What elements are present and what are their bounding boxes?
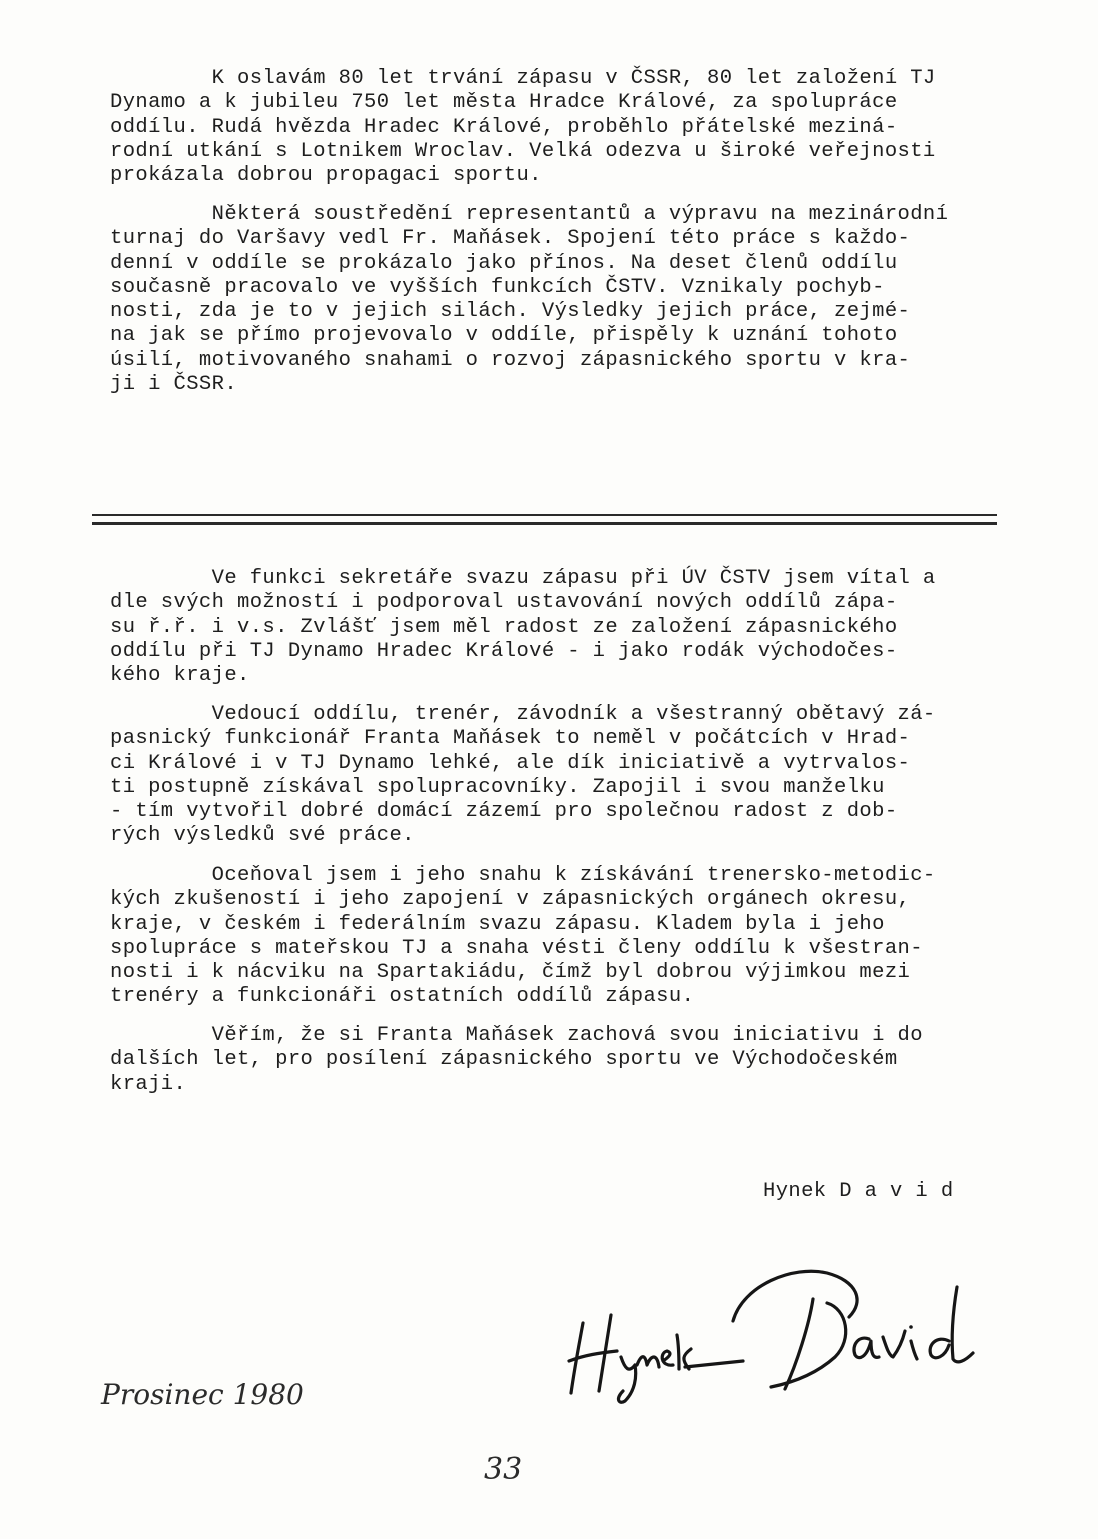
paragraph-appreciation: Oceňoval jsem i jeho snahu k získávání trenersko-metodic- kých zkušeností i jeho zapojení v zápasnických orgánech okresu, kraje, v českém i federálním svazu zápasu. Kladem byla i jeho spolupráce s mateřskou TJ a snaha vésti členy oddílu k všestran- nosti i k nácviku na Spartakiádu, čímž byl dobrou výjimkou mezi trenéry a funkcionáři ostatních oddílů zápasu. <box>110 864 936 1009</box>
paragraph-closing-wish: Věřím, že si Franta Maňásek zachová svou iniciativu i do dalších let, pro posílení zápasnického sportu ve Východočeském kraji. <box>110 1024 923 1096</box>
signature-typed-name: Hynek D a v i d <box>763 1180 954 1203</box>
divider-line-bottom <box>92 522 997 525</box>
handwritten-signature <box>565 1265 1000 1405</box>
divider-line-top <box>92 514 997 516</box>
paragraph-anniversary-match: K oslavám 80 let trvání zápasu v ČSSR, 80 let založení TJ Dynamo a k jubileu 750 let města Hradce Králové, za spolupráce oddílu. Rudá hvězda Hradec Králové, proběhlo přátelské meziná- rodní utkání s Lotnikem Wroclav. Velká odezva u široké veřejnosti prokázala dobrou propagaci sportu. <box>110 67 936 188</box>
paragraph-secretary: Ve funkci sekretáře svazu zápasu při ÚV ČSTV jsem vítal a dle svých možností i podporoval ustavování nových oddílů zápa- su ř.ř. i v.s. Zvlášť jsem měl radost ze založení zápasnického oddílu při TJ Dynamo Hradec Králové - i jako rodák východočes- kého kraje. <box>110 567 936 688</box>
paragraph-leader: Vedoucí oddílu, trenér, závodník a všestranný obětavý zá- pasnický funkcionář Franta Maňásek to neměl v počátcích v Hrad- ci Králové i v TJ Dynamo lehké, ale dík iniciativě a vytrvalos- ti postupně získával spolupracovníky. Zapojil i svou manželku - tím vytvořil dobré domácí zázemí pro společnou radost z dob- rých výsledků své práce. <box>110 703 936 848</box>
paragraph-representatives: Některá soustředění representantů a výpravu na mezinárodní turnaj do Varšavy vedl Fr. Maňásek. Spojení této práce s každo- denní v oddíle se prokázalo jako přínos. Na deset členů oddílu současně pracovalo ve vyšších funkcích ČSTV. Vznikaly pochyb- nosti, zda je to v jejich silách. Výsledky jejich práce, zejmé- na jak se přímo projevovalo v oddíle, přispěly k uznání tohoto úsilí, motivovaného snahami o rozvoj zápasnického sportu v kra- ji i ČSSR. <box>110 203 949 397</box>
signature-icon <box>565 1265 1000 1405</box>
page-number: 33 <box>484 1452 523 1487</box>
date-line: Prosinec 1980 <box>101 1378 304 1411</box>
